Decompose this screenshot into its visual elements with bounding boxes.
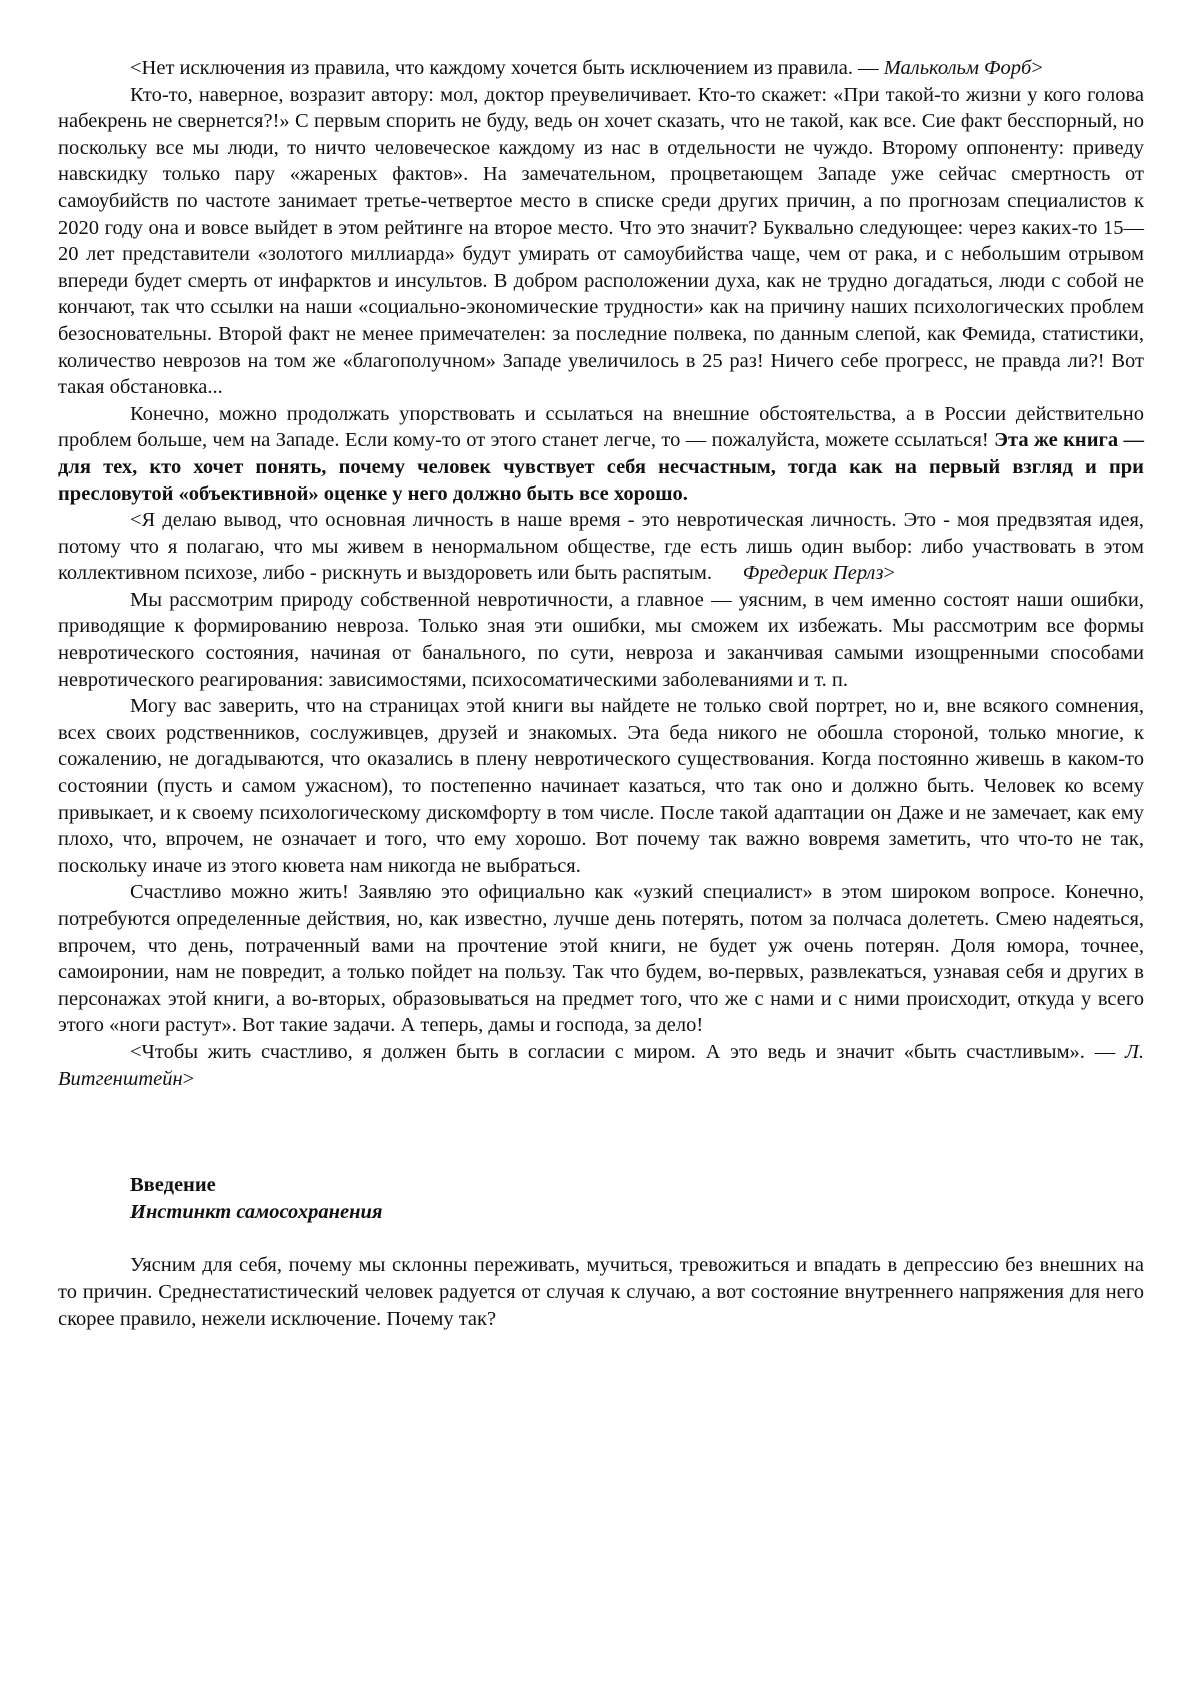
paragraph-statistics: Кто-то, наверное, возразит автору: мол, доктор преувеличивает. Кто-то скажет: «При такой-то жизни у кого голова набекрень не свернется?!» С первым спорить не буду, ведь он хочет сказать, что не такой, как все. Сие факт бесспорный, но поскольку все мы люди, то ничто человеческое каждому из нас в отдельности не чуждо. Второму оппоненту: приведу навскидку только пару «жареных фактов». На замечательном, процветающем Западе уже сейчас смертность от самоубийств по частоте занимает третье-четвертое место в списке среди других причин, а по прогнозам специалистов к 2020 году она и вовсе выйдет в этом рейтинге на второе место. Что это значит? Буквально следующее: через каких-то 15—20 лет представители «золотого миллиарда» будут умирать от самоубийства чаще, чем от рака, и с небольшим отрывом впереди будет смерть от инфарктов и инсультов. В добром расположении духа, как не трудно догадаться, люди с собой не кончают, так что ссылки на наши «социально-экономические трудности» как на причину наших психологических проблем безосновательны. Второй факт не менее примечателен: за последние полвека, по данным слепой, как Фемида, статистики, количество неврозов на том же «благополучном» Западе увеличилось в 25 раз! Ничего себе прогресс, не правда ли?! Вот такая обстановка... [58, 83, 1144, 399]
epigraph-quote-perls [58, 507, 1150, 587]
quote-author: Малькольм Форб [883, 57, 1032, 79]
quote-text: <Чтобы жить счастливо, я должен быть в согласии с миром. А это ведь и значит «быть счастливым». — [130, 1040, 1125, 1063]
quote-end: > [182, 1067, 195, 1090]
spacer [58, 1092, 1144, 1172]
quote-end: > [1031, 57, 1043, 79]
paragraph-intro: Уясним для себя, почему мы склонны переживать, мучиться, тревожиться и впадать в депрессию без внешних на то причин. Среднестатистический человек радуется от случая к случаю, а вот состояние внутреннего напряжения для него скорее правило, нежели исключение. Почему так? [58, 1254, 1144, 1330]
epigraph-quote-wittgenstein [58, 1039, 1144, 1092]
quote-text: <Я делаю вывод, что основная личность в наше время - это невротическая личность. Это - моя предвзятая идея, потому что я полагаю, что мы живем в ненормальном обществе, где есть лишь один выбор: либо участвовать в этом коллективном психозе, либо - рискнуть и выздороветь или быть распятым. [58, 509, 1150, 585]
section-subtitle: Инстинкт самосохранения [130, 1200, 383, 1223]
paragraph-portrait: Могу вас заверить, что на страницах этой книги вы найдете не только свой портрет, но и, вне всякого сомнения, всех своих родственников, сослуживцев, друзей и знакомых. Эта беда никого не обошла стороной, только многие, к сожалению, не догадываются, что оказались в плену невротического существования. Когда постоянно живешь в каком-то состоянии (пусть и самом ужасном), то постепенно начинает казаться, что так оно и должно быть. Человек ко всему привыкает, и к своему психологическому дискомфорту в том числе. После такой адаптации он Даже и не замечает, как ему плохо, что, впрочем, не означает и того, что ему хорошо. Вот почему так важно вовремя заметить, что что-то не так, поскольку иначе из этого кювета нам никогда не выбраться. [58, 695, 1144, 877]
quote-author: Фредерик Перлз [742, 562, 884, 585]
quote-text: <Нет исключения из правила, что каждому хочется быть исключением из правила. — [130, 57, 884, 79]
paragraph-book-purpose [58, 401, 1144, 507]
paragraph-bold-text: Эта же книга — для тех, кто хочет понять, почему человек чувствует себя несчастным, тогда как на первый взгляд и при пресловутой «объективной» оценке у него должно быть все хорошо. [58, 429, 1144, 505]
spacer [58, 1225, 1144, 1252]
paragraph-text: Конечно, можно продолжать упорствовать и ссылаться на внешние обстоятельства, а в России действительно проблем больше, чем на Западе. Если кому-то от этого станет легче, то — пожалуйста, можете ссылаться! [58, 402, 1144, 452]
paragraph-neurosis-forms: Мы рассмотрим природу собственной невротичности, а главное — уясним, в чем именно состоят наши ошибки, приводящие к формированию невроза. Только зная эти ошибки, мы сможем их избежать. Мы рассмотрим все формы невротического состояния, начиная от банального, по сути, невроза и заканчивая самыми изощренными способами невротического реагирования: зависимостями, психосоматическими заболеваниями и т. п. [58, 588, 1144, 691]
quote-end: > [883, 562, 896, 585]
quote-author: Л. Витгенштейн [58, 1040, 1144, 1090]
epigraph-quote-forbes [58, 55, 1144, 82]
section-title: Введение [130, 1174, 216, 1197]
paragraph-happiness: Счастливо можно жить! Заявляю это официально как «узкий специалист» в этом широком вопросе. Конечно, потребуются определенные действия, но, как известно, лучше день потерять, потом за полчаса долететь. Смею надеяться, впрочем, что день, потраченный вами на прочтение этой книги, не будет уж очень потерян. Доля юмора, точнее, самоиронии, нам не повредит, а только пойдет на пользу. Так что будем, во-первых, развлекаться, узнавая себя и других в персонажах этой книги, а во-вторых, образовываться на предмет того, что же с нами и с ними происходит, откуда у всего этого «ноги растут». Вот такие задачи. А теперь, дамы и господа, за дело! [58, 881, 1144, 1037]
